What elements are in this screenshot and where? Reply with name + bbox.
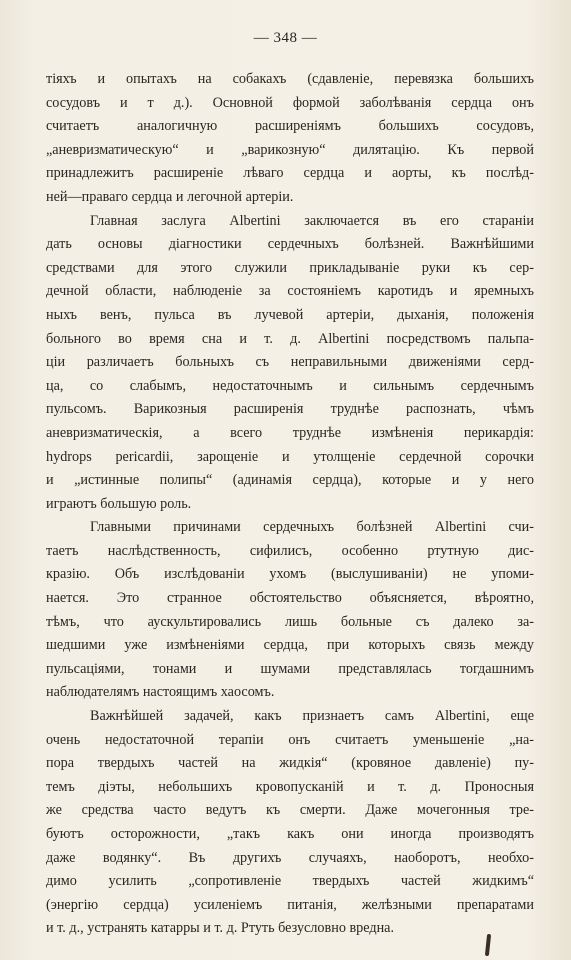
text-line: даже водянку“. Въ другихъ случаяхъ, наоборотъ, необхо- — [46, 849, 534, 866]
text-line: ца, со слабымъ, недостаточнымъ и сильнымъ сердечнымъ — [46, 377, 534, 394]
text-line: принадлежитъ расширеніе лѣваго сердца и аорты, къ послѣд- — [46, 165, 534, 182]
text-line: ныхъ венъ, пульса въ лучевой артеріи, дыханія, положенія — [46, 306, 534, 323]
text-line: нается. Это странное обстоятельство объясняется, вѣроятно, — [46, 590, 534, 607]
text-line: димо усилить „сопротивленіе твердыхъ частей жидкимъ“ — [46, 873, 534, 890]
paragraph — [46, 210, 534, 517]
text-line: (энергію сердца) усиленіемъ питанія, желѣзными препаратами — [46, 896, 534, 913]
text-line: „аневризматическую“ и „варикозную“ дилятацію. Къ первой — [46, 141, 534, 158]
text-line: hydrops pericardii, зарощеніе и утолщеніе сердечной сорочки — [46, 448, 534, 465]
text-line: кразію. Объ изслѣдованіи ухомъ (выслушиваніи) не упоми- — [46, 566, 534, 583]
text-line: сосудовъ и т д.). Основной формой заболѣванія сердца онъ — [46, 94, 534, 111]
text-line: пульсомъ. Варикозныя расширенія труднѣе распознать, чѣмъ — [46, 401, 534, 418]
body-text — [46, 68, 534, 941]
text-line: же средства часто ведутъ къ смерти. Даже мочегонныя тре- — [46, 802, 534, 819]
text-line: дать основы діагностики сердечныхъ болѣзней. Важнѣйшими — [46, 236, 534, 253]
paragraph — [46, 516, 534, 705]
text-line: таетъ наслѣдственность, сифилисъ, особенно ртутную дис- — [46, 542, 534, 559]
ink-mark — [485, 934, 491, 956]
text-line: Главными причинами сердечныхъ болѣзней Albertini счи- — [90, 519, 534, 536]
text-line: тѣмъ, что аускультировались лишь больные съ далеко за- — [46, 613, 534, 630]
text-line: считаетъ аналогичную расширеніямъ большихъ сосудовъ, — [46, 118, 534, 135]
text-line: темъ діэты, небольшихъ кровопусканій и т. д. Проносныя — [46, 778, 534, 795]
text-line: дечной области, наблюденіе за состояніемъ каротидъ и яремныхъ — [46, 283, 534, 300]
text-line: наблюдателямъ настоящимъ хаосомъ. — [46, 684, 275, 701]
text-line: Главная заслуга Albertini заключается въ его стараніи — [90, 212, 534, 229]
text-line: ней—праваго сердца и легочной артеріи. — [46, 188, 294, 205]
text-line: пульсаціями, тонами и шумами представлялась тогдашнимъ — [46, 660, 534, 677]
text-line: тіяхъ и опытахъ на собакахъ (сдавленіе, перевязка большихъ — [46, 71, 534, 87]
text-line: шедшими уже измѣненіями сердца, при которыхъ связь между — [46, 637, 534, 654]
text-line: очень недостаточной терапіи онъ считаетъ уменьшеніе „на- — [46, 731, 534, 748]
text-line: играютъ большую роль. — [46, 495, 192, 512]
text-line: средствами для этого служили прикладываніе руки къ сер- — [46, 259, 534, 276]
text-line: и „истинные полипы“ (адинамія сердца), которые и у него — [46, 472, 534, 489]
text-line: буютъ осторожности, „такъ какъ они иногда производятъ — [46, 826, 534, 842]
text-line: пора твердыхъ частей на жидкія“ (кровяное давленіе) пу- — [46, 755, 534, 772]
text-line: аневризматическія, а всего труднѣе измѣненія перикардія: — [46, 424, 534, 441]
text-line: Важнѣйшей задачей, какъ признаетъ самъ Albertini, еще — [90, 708, 534, 725]
text-line: больного во время сна и т. д. Albertini посредствомъ пальпа- — [46, 330, 534, 347]
text-line: и т. д., устранять катарры и т. д. Ртуть безусловно вредна. — [46, 920, 395, 937]
page-number: — 348 — — [253, 30, 318, 46]
paragraph — [46, 705, 534, 941]
paragraph — [46, 68, 534, 210]
text-line: ціи различаетъ больныхъ съ неправильными движеніями серд- — [46, 354, 534, 371]
